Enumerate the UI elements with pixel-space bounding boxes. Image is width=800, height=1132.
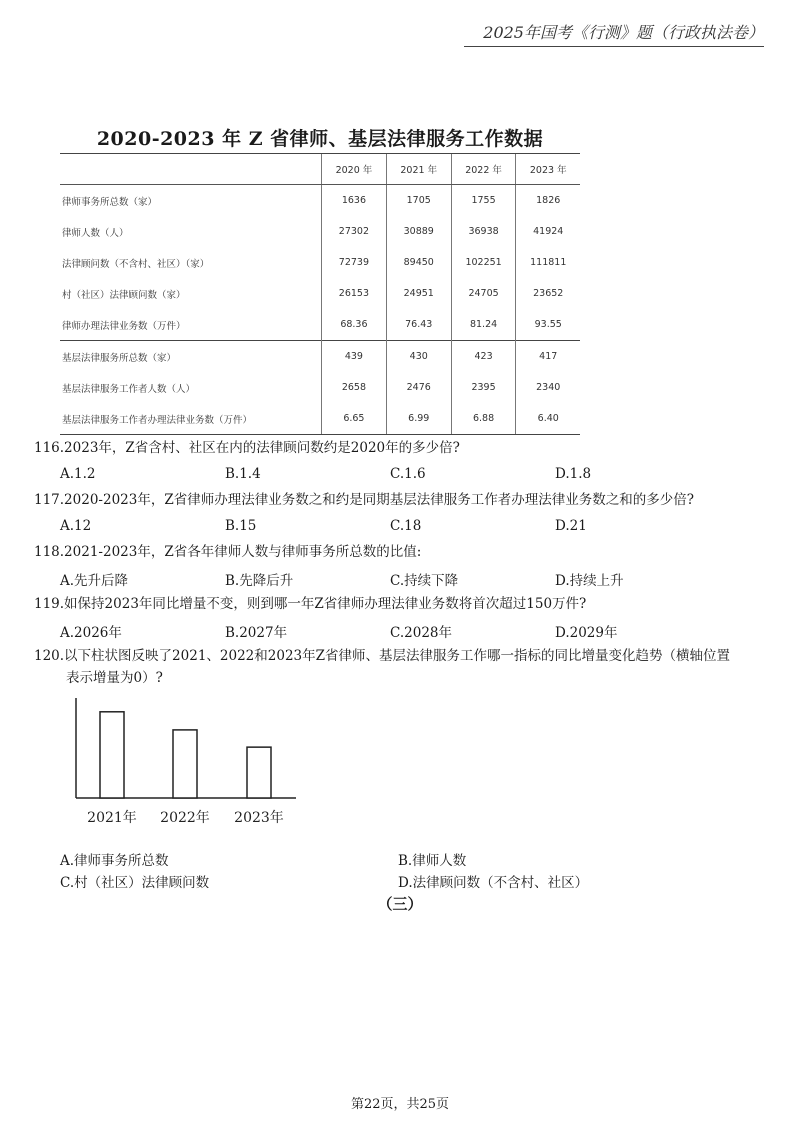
table-cell: 72739 xyxy=(322,247,387,278)
table-cell: 27302 xyxy=(322,216,387,247)
data-table xyxy=(60,153,580,435)
table-cell: 2476 xyxy=(386,372,451,403)
option-d[interactable]: D.法律顾问数（不含村、社区） xyxy=(398,875,589,891)
table-title: 2020-2023 年 Z 省律师、基层法律服务工作数据 xyxy=(96,128,544,150)
option-a[interactable]: A.律师事务所总数 xyxy=(60,853,169,869)
table-row xyxy=(60,216,580,247)
table-cell: 6.65 xyxy=(322,403,387,435)
table-header-year: 2021 年 xyxy=(386,154,451,185)
table-row xyxy=(60,185,580,217)
row-label: 基层法律服务所总数（家） xyxy=(60,341,322,373)
option-b[interactable]: B.律师人数 xyxy=(398,853,467,869)
options-117 xyxy=(60,518,720,534)
bar-2023年 xyxy=(247,747,271,798)
table-header-year: 2020 年 xyxy=(322,154,387,185)
option-c[interactable]: C.1.6 xyxy=(390,466,426,482)
question-120: 120.以下柱状图反映了2021、2022和2023年Z省律师、基层法律服务工作哪一指标的同比增量变化趋势（横轴位置 xyxy=(34,648,731,664)
row-label: 律师人数（人） xyxy=(62,227,129,239)
x-tick-label: 2022年 xyxy=(160,810,210,826)
table-row xyxy=(60,403,580,435)
table-cell: 36938 xyxy=(451,216,516,247)
row-label: 律师事务所总数（家） xyxy=(62,196,158,208)
option-a[interactable]: A.1.2 xyxy=(60,466,96,482)
bar-2022年 xyxy=(173,730,197,798)
question-117: 117.2020-2023年，Z省律师办理法律业务数之和约是同期基层法律服务工作者办理法律业务数之和的多少倍? xyxy=(34,492,694,508)
table-cell: 2340 xyxy=(516,372,580,403)
table-cell: 430 xyxy=(386,341,451,373)
option-b[interactable]: B.2027年 xyxy=(225,625,288,641)
question-119: 119.如保持2023年同比增量不变，则到哪一年Z省律师办理法律业务数将首次超过150万件? xyxy=(34,596,587,612)
table-row xyxy=(60,309,580,341)
row-label: 基层法律服务工作者办理法律业务数（万件） xyxy=(60,403,322,435)
table-cell: 102251 xyxy=(451,247,516,278)
option-b[interactable]: B.15 xyxy=(225,518,257,534)
option-d[interactable]: D.持续上升 xyxy=(555,573,624,589)
table-header-row xyxy=(60,154,580,185)
options-119 xyxy=(60,621,720,641)
option-c[interactable]: C.2028年 xyxy=(390,625,452,641)
row-label: 律师办理法律业务数（万件） xyxy=(62,320,186,332)
table-cell: 439 xyxy=(322,341,387,373)
table-row xyxy=(60,247,580,278)
question-120-continued: 表示增量为0）? xyxy=(66,670,163,686)
table-cell: 2395 xyxy=(451,372,516,403)
table-cell: 89450 xyxy=(386,247,451,278)
table-cell: 23652 xyxy=(516,278,580,309)
page-number: 第22页，共25页 xyxy=(350,1097,450,1112)
table-row xyxy=(60,341,580,373)
table-cell: 1755 xyxy=(451,185,516,217)
bar-chart xyxy=(64,690,314,835)
table-cell: 6.88 xyxy=(451,403,516,435)
option-a[interactable]: A.12 xyxy=(60,518,92,534)
table-cell: 30889 xyxy=(386,216,451,247)
option-a[interactable]: A.先升后降 xyxy=(60,573,129,589)
option-a[interactable]: A.2026年 xyxy=(60,625,122,641)
option-d[interactable]: D.1.8 xyxy=(555,466,592,482)
table-cell: 1636 xyxy=(322,185,387,217)
table-header-year: 2022 年 xyxy=(451,154,516,185)
option-c[interactable]: C.18 xyxy=(390,518,422,534)
options-118 xyxy=(60,569,720,589)
option-d[interactable]: D.21 xyxy=(555,518,587,534)
table-cell: 81.24 xyxy=(451,309,516,341)
option-d[interactable]: D.2029年 xyxy=(555,625,618,641)
row-label: 村（社区）法律顾问数（家） xyxy=(62,289,186,301)
row-label: 法律顾问数（不含村、社区）（家） xyxy=(62,258,210,270)
table-row xyxy=(60,372,580,403)
table-cell: 1826 xyxy=(516,185,580,217)
bar-2021年 xyxy=(100,712,124,798)
question-116: 116.2023年，Z省含村、社区在内的法律顾问数约是2020年的多少倍? xyxy=(34,440,460,456)
table-cell: 417 xyxy=(516,341,580,373)
table-row xyxy=(60,278,580,309)
table-cell: 41924 xyxy=(516,216,580,247)
table-cell: 76.43 xyxy=(386,309,451,341)
option-b[interactable]: B.先降后升 xyxy=(225,573,294,589)
page-header: 2025年国考《行测》题（行政执法卷） xyxy=(464,20,764,47)
table-cell: 2658 xyxy=(322,372,387,403)
table-header-blank xyxy=(60,154,322,185)
option-b[interactable]: B.1.4 xyxy=(225,466,261,482)
option-c[interactable]: C.村（社区）法律顾问数 xyxy=(60,875,210,891)
options-116 xyxy=(60,466,720,482)
x-tick-label: 2023年 xyxy=(234,810,284,826)
table-cell: 423 xyxy=(451,341,516,373)
table-cell: 26153 xyxy=(322,278,387,309)
table-header-year: 2023 年 xyxy=(516,154,580,185)
table-cell: 6.40 xyxy=(516,403,580,435)
table-cell: 24705 xyxy=(451,278,516,309)
section-label: （三） xyxy=(377,895,423,913)
table-cell: 93.55 xyxy=(516,309,580,341)
table-cell: 24951 xyxy=(386,278,451,309)
table-cell: 111811 xyxy=(516,247,580,278)
table-cell: 68.36 xyxy=(322,309,387,341)
question-118: 118.2021-2023年，Z省各年律师人数与律师事务所总数的比值: xyxy=(34,544,422,560)
option-c[interactable]: C.持续下降 xyxy=(390,573,459,589)
x-tick-label: 2021年 xyxy=(87,810,137,826)
table-cell: 1705 xyxy=(386,185,451,217)
table-cell: 6.99 xyxy=(386,403,451,435)
row-label: 基层法律服务工作者人数（人） xyxy=(62,383,196,395)
